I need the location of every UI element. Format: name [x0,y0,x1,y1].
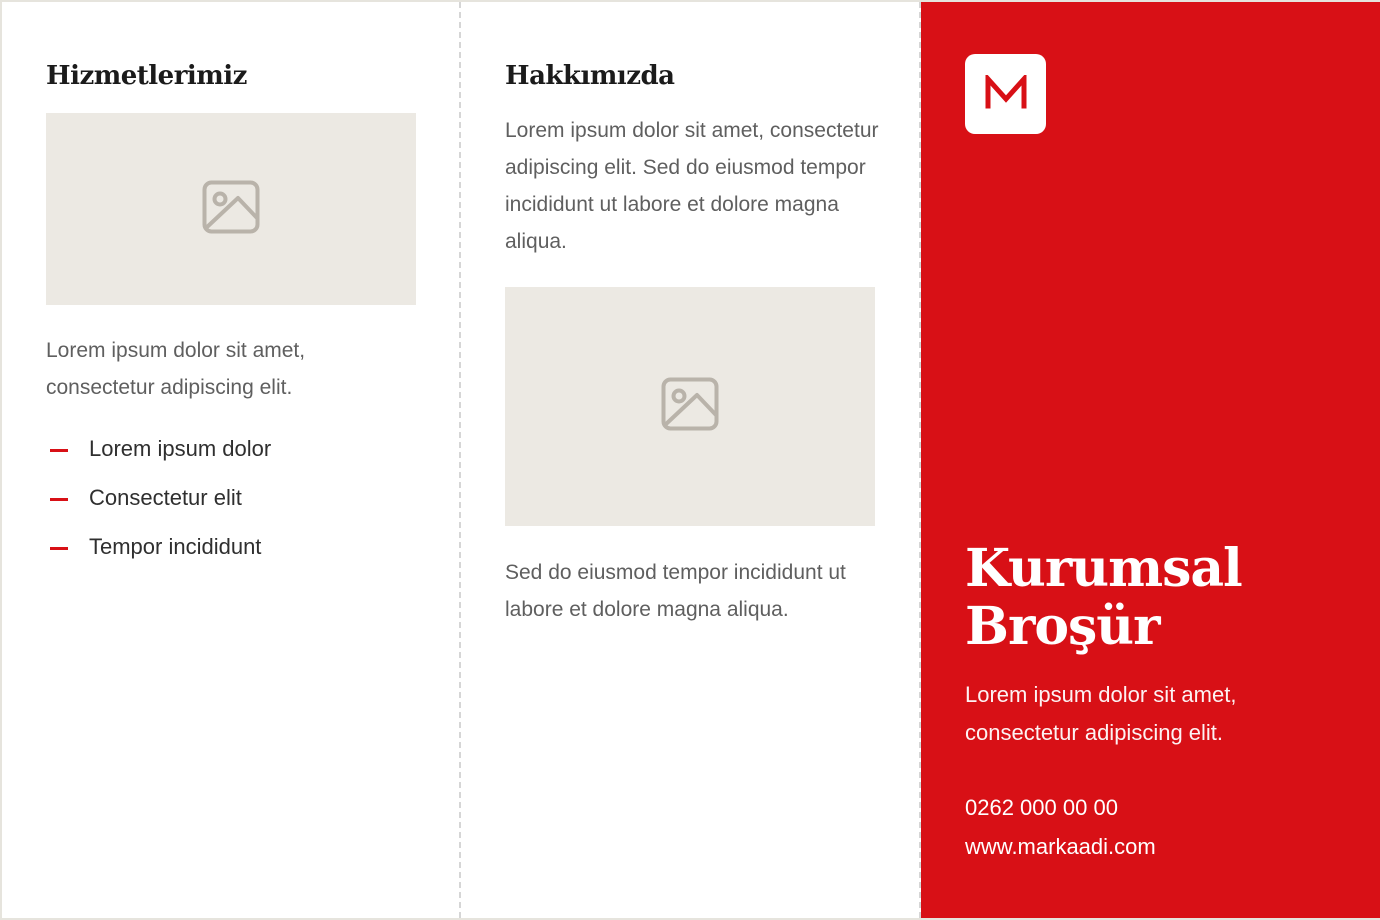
list-item [50,484,420,533]
list-item [50,533,420,582]
about-paragraph-bottom: Sed do eiusmod tempor incididunt ut labore et dolore magna aliqua. [505,561,846,621]
contact-website[interactable]: www.markaadi.com [965,834,1156,859]
list-item-label: Tempor incididunt [89,534,262,559]
image-icon [661,377,719,436]
cover-panel [921,2,1380,918]
brand-logo [965,54,1046,134]
contact-phone: 0262 000 00 00 [965,795,1118,820]
cover-background [921,2,1380,918]
services-paragraph: Lorem ipsum dolor sit amet, consectetur adipiscing elit. [46,339,306,399]
list-item [50,435,420,484]
dash-bullet-icon [50,498,68,501]
cover-title-line-1: Kurumsal [965,538,1242,599]
cover-title [965,540,1242,656]
about-image-placeholder [505,287,875,526]
services-panel [2,2,460,918]
services-list [50,435,420,582]
dash-bullet-icon [50,449,68,452]
image-icon [202,180,260,239]
cover-subtitle: Lorem ipsum dolor sit amet, consectetur adipiscing elit. [965,682,1237,745]
list-item-label: Lorem ipsum dolor [89,436,272,461]
letter-m-logo-icon [984,75,1028,114]
services-image-placeholder [46,113,416,305]
about-panel [461,2,920,918]
dash-bullet-icon [50,547,68,550]
list-item-label: Consectetur elit [89,485,242,510]
about-heading: Hakkımızda [505,61,675,91]
services-heading: Hizmetlerimiz [46,61,247,91]
about-paragraph-top: Lorem ipsum dolor sit amet, consectetur adipiscing elit. Sed do eiusmod tempor incididunt ut labore et dolore magna aliqua. [505,119,879,253]
cover-title-line-2: Broşür [965,596,1160,657]
